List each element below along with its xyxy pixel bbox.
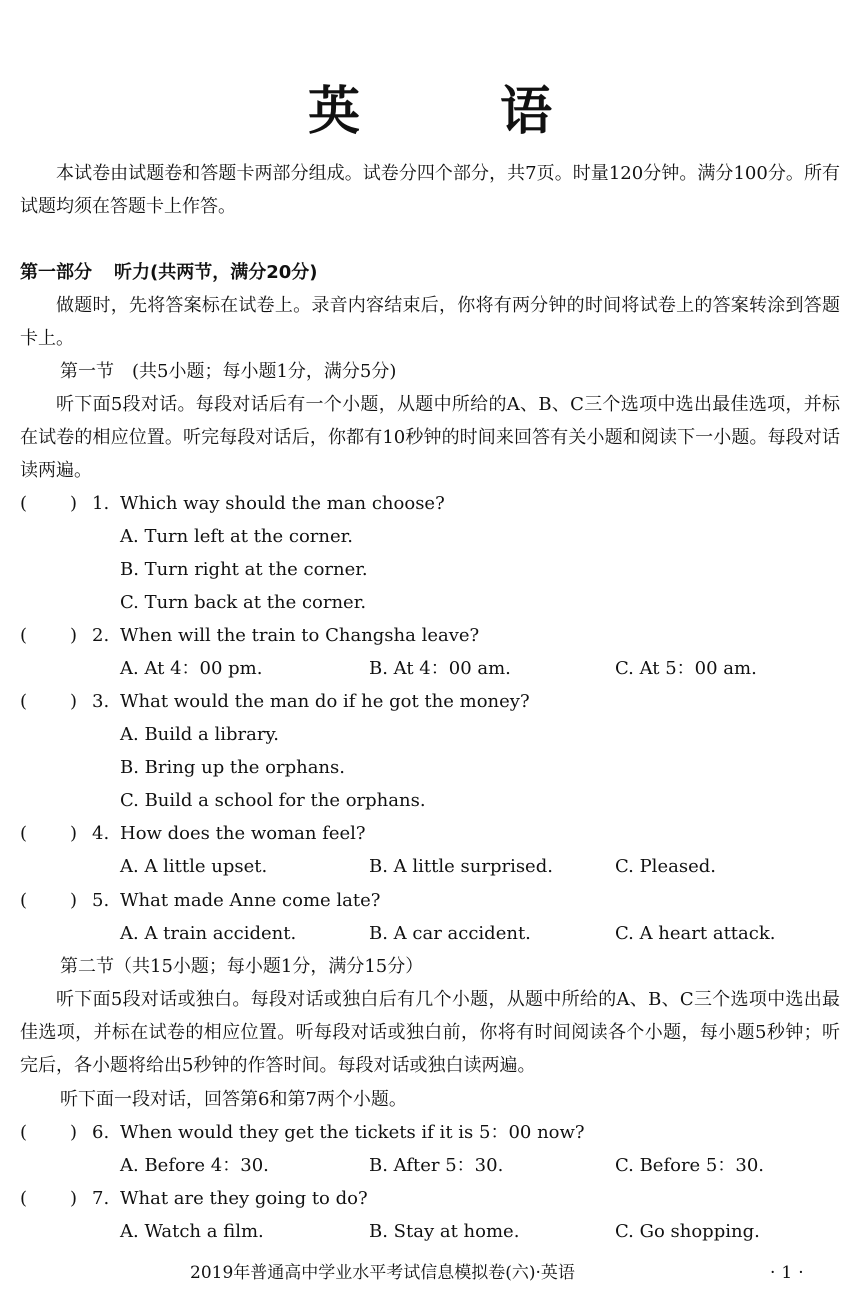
question-number: 2. xyxy=(92,625,110,646)
option-b: B. At 4：00 am. xyxy=(369,658,511,679)
option-a: A. At 4：00 pm. xyxy=(120,658,263,679)
question-2: ( ) 2. When will the train to Changsha leave? xyxy=(20,619,860,652)
option-c: C. At 5：00 am. xyxy=(615,658,757,679)
option-b: B. A little surprised. xyxy=(369,856,553,877)
option-b: B. Bring up the orphans. xyxy=(120,757,345,778)
option-c: C. A heart attack. xyxy=(615,923,776,944)
option-a: A. A train accident. xyxy=(120,923,297,944)
footer-text: 2019年普通高中学业水平考试信息模拟卷(六)·英语 xyxy=(190,1263,575,1283)
section1-instruction: 听下面5段对话。每段对话后有一个小题，从题中所给的A、B、C三个选项中选出最佳选项，并标在试卷的相应位置。听完每段对话后，你都有10秒钟的时间来回答有关小题和阅读下一小题。每段对话读两遍。 xyxy=(20,394,840,481)
question-text: How does the woman feel? xyxy=(120,823,366,844)
question-6: ( ) 6. When would they get the tickets if it is 5：00 now? xyxy=(20,1116,860,1149)
option-b: B. Turn right at the corner. xyxy=(120,559,368,580)
option-c: C. Before 5：30. xyxy=(615,1155,765,1176)
option-c: C. Build a school for the orphans. xyxy=(120,790,426,811)
option-b: B. A car accident. xyxy=(369,923,531,944)
question-number: 5. xyxy=(92,890,110,911)
question-number: 4. xyxy=(92,823,110,844)
section2-instruction: 听下面5段对话或独白。每段对话或独白后有几个小题，从题中所给的A、B、C三个选项中选出最佳选项，并标在试卷的相应位置。听每段对话或独白前，你将有时间阅读各个小题，每小题5秒钟；听完后，各小题将给出5秒钟的作答时间。每段对话或独白读两遍。 xyxy=(20,989,840,1076)
section2-title: 第二节（共15小题；每小题1分，满分15分） xyxy=(60,956,424,977)
part1-instruction: 做题时，先将答案标在试卷上。录音内容结束后，你将有两分钟的时间将试卷上的答案转涂到答题卡上。 xyxy=(20,295,840,349)
question-5: ( ) 5. What made Anne come late? xyxy=(20,884,860,917)
question-number: 1. xyxy=(92,493,110,514)
intro-paragraph: 本试卷由试题卷和答题卡两部分组成。试卷分四个部分，共7页。时量120分钟。满分100分。所有试题均须在答题卡上作答。 xyxy=(20,163,840,217)
question-text: What are they going to do? xyxy=(120,1188,368,1209)
question-number: 7. xyxy=(92,1188,110,1209)
question-text: What made Anne come late? xyxy=(120,890,381,911)
option-c: C. Go shopping. xyxy=(615,1221,760,1242)
question-1: ( ) 1. Which way should the man choose? xyxy=(20,487,860,520)
option-c: C. Turn back at the corner. xyxy=(120,592,367,613)
section2-subinstruction: 听下面一段对话，回答第6和第7两个小题。 xyxy=(60,1089,407,1110)
page-number: ·1· xyxy=(770,1263,810,1283)
option-b: B. After 5：30. xyxy=(369,1155,504,1176)
option-c: C. Pleased. xyxy=(615,856,716,877)
question-text: When will the train to Changsha leave? xyxy=(120,625,480,646)
part1-heading-label: 第一部分 xyxy=(20,262,92,283)
question-3: ( ) 3. What would the man do if he got the money? xyxy=(20,685,860,718)
page-title: 英 语 xyxy=(307,82,596,142)
option-a: A. Turn left at the corner. xyxy=(120,526,353,547)
part1-heading xyxy=(20,256,840,289)
option-a: A. Before 4：30. xyxy=(120,1155,269,1176)
question-text: Which way should the man choose? xyxy=(120,493,445,514)
option-b: B. Stay at home. xyxy=(369,1221,520,1242)
option-a: A. A little upset. xyxy=(120,856,268,877)
question-4: ( ) 4. How does the woman feel? xyxy=(20,817,860,850)
question-text: What would the man do if he got the money? xyxy=(120,691,530,712)
section1-title: 第一节 (共5小题；每小题1分，满分5分) xyxy=(60,361,397,382)
question-number: 6. xyxy=(92,1122,110,1143)
question-number: 3. xyxy=(92,691,110,712)
question-text: When would they get the tickets if it is 5：00 now? xyxy=(120,1122,585,1143)
question-7: ( ) 7. What are they going to do? xyxy=(20,1182,860,1215)
option-a: A. Build a library. xyxy=(120,724,279,745)
part1-heading-title: 听力(共两节，满分20分) xyxy=(114,262,318,283)
option-a: A. Watch a film. xyxy=(120,1221,264,1242)
